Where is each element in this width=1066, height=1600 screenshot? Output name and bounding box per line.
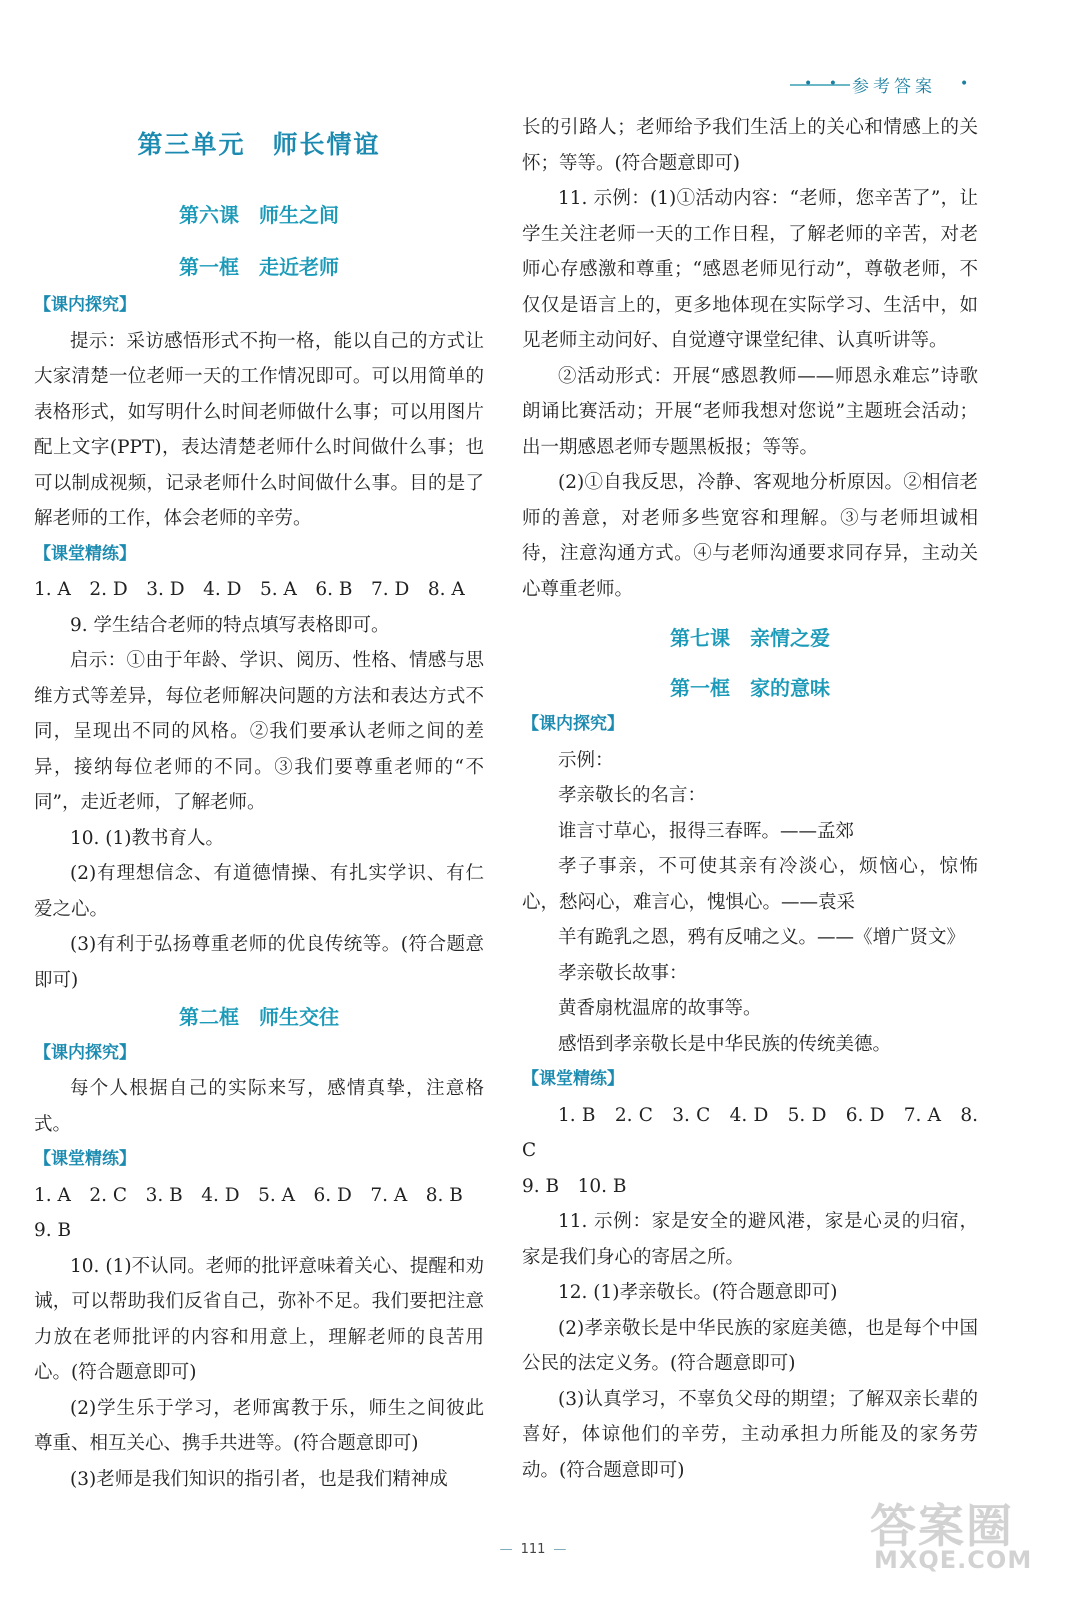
quote: 孝子事亲，不可使其亲有冷淡心，烦恼心，惊怖心，愁闷心，难言心，愧惧心。——袁采 <box>522 856 978 913</box>
watermark-url: MXQE.COM <box>874 1546 1033 1574</box>
example-heading: 孝亲敬长故事： <box>558 962 688 984</box>
section-title: 第一框 家的意味 <box>670 676 830 700</box>
header-dots: • • <box>804 76 843 92</box>
watermark-logo: 答案圈 <box>870 1499 1014 1553</box>
question-12-part1: 12. (1)孝亲敬长。(符合题意即可) <box>558 1282 838 1303</box>
question-11: 11. 示例：家是安全的避风港，家是心灵的归宿，家是我们身心的寄居之所。 <box>522 1211 978 1268</box>
answer-list: 1. B 2. C 3. C 4. D 5. D 6. D 7. A 8. C <box>522 1104 978 1161</box>
question-10-part2: (2)有理想信念、有道德情操、有扎实学识、有仁爱之心。 <box>34 863 484 920</box>
answer-list: 1. A 2. D 3. D 4. D 5. A 6. B 7. D 8. A <box>34 579 465 600</box>
question-10-part2: (2)学生乐于学习，老师寓教于乐，师生之间彼此尊重、相互关心、携手共进等。(符合题意即可) <box>34 1397 484 1454</box>
quote: 谁言寸草心，报得三春晖。——孟郊 <box>558 820 855 842</box>
question-11-part1: 11. 示例：(1)①活动内容：“老师，您辛苦了”，让学生关注老师一天的工作日程，了解老师的辛苦，对老师心存感激和尊重；“感恩老师见行动”，尊敬老师，不仅仅是语言上的，更多地体现在实际学习、生活中，如见老师主动问好、自觉遵守课堂纪律、认真听讲等。 <box>522 188 978 351</box>
tag-practice: 【课堂精练】 <box>34 543 136 564</box>
insight: 感悟到孝亲敬长是中华民族的传统美德。 <box>558 1033 892 1055</box>
question-10-part1: 10. (1)不认同。老师的批评意味着关心、提醒和劝诫，可以帮助我们反省自己，弥补不足。我们要把注意力放在老师批评的内容和用意上，理解老师的良苦用心。(符合题意即可) <box>34 1255 484 1383</box>
question-9-hint: 启示：①由于年龄、学识、阅历、性格、情感与思维方式等差异，每位老师解决问题的方法和表达方式不同，呈现出不同的风格。②我们要承认老师之间的差异，接纳每位老师的不同。③我们要尊重老师的“不同”，走近老师，了解老师。 <box>34 650 484 813</box>
unit-title: 第三单元 师长情谊 <box>137 130 381 159</box>
header-tail-dot: • <box>960 76 969 92</box>
tag-practice: 【课堂精练】 <box>34 1149 136 1169</box>
question-10-part3: (3)有利于弘扬尊重老师的优良传统等。(符合题意即可) <box>34 934 484 991</box>
tag-explore: 【课内探究】 <box>34 1042 136 1063</box>
section-title: 第二框 师生交往 <box>179 1005 339 1029</box>
header-tag <box>790 72 980 96</box>
question-10-part3: (3)老师是我们知识的指引者，也是我们精神成 <box>70 1468 448 1490</box>
question-9: 9. 学生结合老师的特点填写表格即可。 <box>70 614 390 636</box>
explore-text: 每个人根据自己的实际来写，感情真挚，注意格式。 <box>34 1078 484 1135</box>
example-heading: 孝亲敬长的名言： <box>558 785 707 806</box>
continued-text: 长的引路人；老师给予我们生活上的关心和情感上的关怀；等等。(符合题意即可) <box>522 117 978 174</box>
answer-list: 1. A 2. C 3. B 4. D 5. A 6. D 7. A 8. B <box>34 1184 463 1206</box>
page-number: — 111 — <box>499 1542 567 1557</box>
example-label: 示例： <box>558 749 614 771</box>
question-12-part2: (2)孝亲敬长是中华民族的家庭美德，也是每个中国公民的法定义务。(符合题意即可) <box>522 1317 978 1374</box>
question-11-part3: (2)①自我反思，冷静、客观地分析原因。②相信老师的善意，对老师多些宽容和理解。③与老师坦诚相待，注意沟通方式。④与老师沟通要求同存异，主动关心尊重老师。 <box>522 472 978 600</box>
header-label: 参考答案 <box>852 77 936 97</box>
answer-list: 9. B 10. B <box>522 1175 627 1197</box>
lesson-title: 第六课 师生之间 <box>179 203 339 227</box>
explore-text: 提示：采访感悟形式不拘一格，能以自己的方式让大家清楚一位老师一天的工作情况即可。可以用简单的表格形式，如写明什么时间老师做什么事；可以用图片配上文字(PPT)，表达清楚老师什么时间做什么事；也可以制成视频，记录老师什么时间做什么事。目的是了解老师的工作，体会老师的辛劳。 <box>34 330 484 529</box>
tag-explore: 【课内探究】 <box>34 295 136 315</box>
story: 黄香扇枕温席的故事等。 <box>558 998 762 1019</box>
left-column <box>34 198 484 1497</box>
quote: 羊有跪乳之恩，鸦有反哺之义。——《增广贤文》 <box>558 927 966 948</box>
page-number-value: 111 <box>520 1542 546 1557</box>
watermark <box>870 1490 1040 1590</box>
right-column <box>522 110 978 1488</box>
tag-explore: 【课内探究】 <box>522 714 624 734</box>
lesson-title: 第七课 亲情之爱 <box>670 626 830 650</box>
section-title: 第一框 走近老师 <box>179 255 339 279</box>
question-12-part3: (3)认真学习，不辜负父母的期望；了解双亲长辈的喜好，体谅他们的辛劳，主动承担力所能及的家务劳动。(符合题意即可) <box>522 1388 978 1481</box>
question-10-part1: 10. (1)教书育人。 <box>70 827 225 849</box>
question-11-part2: ②活动形式：开展“感恩教师——师恩永难忘”诗歌朗诵比赛活动；开展“老师我想对您说”主题班会活动；出一期感恩老师专题黑板报；等等。 <box>522 365 978 458</box>
tag-practice: 【课堂精练】 <box>522 1069 624 1089</box>
answer-list: 9. B <box>34 1220 72 1241</box>
